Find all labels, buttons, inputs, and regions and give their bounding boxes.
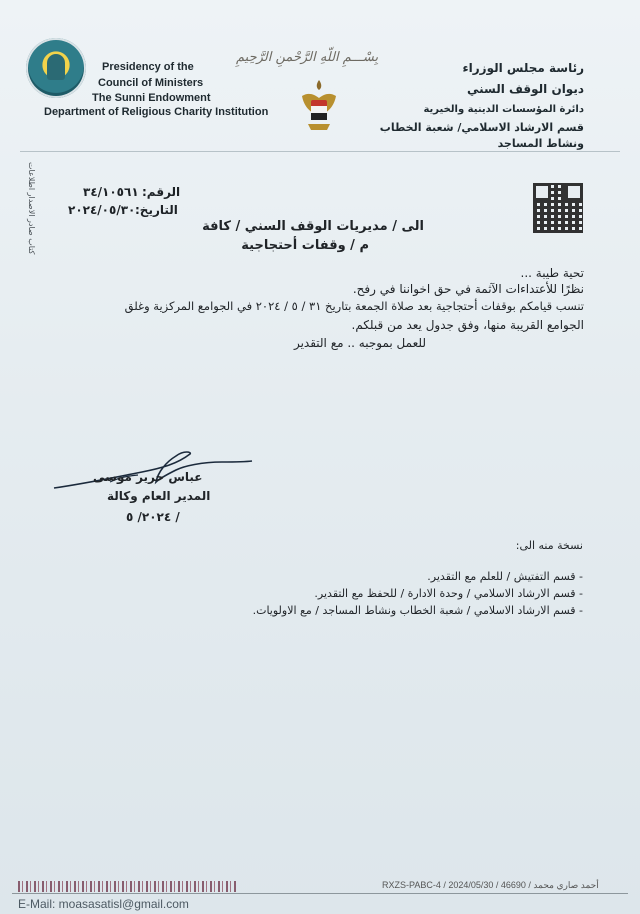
recipient-line: الى / مديريات الوقف السني / كافة <box>202 219 424 234</box>
basmala-text: بِسْـــمِ اللّهِ الرَّحْمنِ الرَّحِيمِ <box>236 50 379 65</box>
header-ar-line-2: ديوان الوقف السني <box>466 82 584 96</box>
endowment-logo-icon <box>26 38 86 98</box>
header-en-line-3: The Sunni Endowment <box>92 92 211 104</box>
body-line-3: الجوامع القريبة منها، وفق جدول يعد من قبلكم. <box>351 318 584 332</box>
header-en-line-2: Council of Ministers <box>98 77 204 89</box>
footer-divider <box>12 893 628 894</box>
greeting: تحية طيبة ... <box>520 266 584 280</box>
footer-email: E-Mail: moasasatisl@gmail.com <box>18 897 189 911</box>
header-ar-line-1: رئاسة مجلس الوزراء <box>462 61 584 75</box>
number-label: الرقم: <box>142 185 181 199</box>
header-ar-line-3: دائرة المؤسسات الدينية والخيرية <box>423 104 584 115</box>
header-ar-line-4: قسم الارشاد الاسلامي/ شعبة الخطاب <box>379 121 584 134</box>
qr-code-icon <box>533 183 583 233</box>
copy-item-3: - قسم الارشاد الاسلامي / شعبة الخطاب ونشاط المساجد / مع الاولويات. <box>252 604 583 617</box>
header-ar-line-5: ونشاط المساجد <box>497 137 584 150</box>
signatory-title: المدير العام وكالة <box>107 489 211 503</box>
body-line-2: تنسب قيامكم بوقفات أحتجاجية بعد صلاة الجمعة بتاريخ ٣١ / ٥ / ٢٠٢٤ في الجوامع المركزية وغلق <box>124 299 584 313</box>
header-divider <box>20 151 620 152</box>
footer-code: RXZS-PABC-4 / 2024/05/30 / أحمد صاري محمد / 46690 <box>382 880 599 890</box>
body-line-4: للعمل بموجبه .. مع التقدير <box>293 336 426 350</box>
date-label: التاريخ: <box>135 203 178 217</box>
iraq-eagle-emblem-icon <box>298 78 340 136</box>
subject-line: م / وقفات أحتجاجية <box>241 238 369 253</box>
copies-heading: نسخة منه الى: <box>515 539 583 552</box>
header-en-line-4: Department of Religious Charity Institution <box>44 106 269 118</box>
side-note: كتاب صادر الاصدار اطلاعات <box>27 162 36 255</box>
signature-date: ٢٠٢٤/ ٥ / <box>126 510 180 524</box>
barcode-strip <box>18 881 238 892</box>
date-value: ٢٠٢٤/٠٥/٣٠ <box>68 203 136 217</box>
signatory-name: عباس حرير موسى <box>93 470 203 484</box>
header-en-line-1: Presidency of the <box>102 61 194 73</box>
copy-item-2: - قسم الارشاد الاسلامي / وحدة الادارة / للحفظ مع التقدير. <box>314 587 583 600</box>
copy-item-1: - قسم التفتيش / للعلم مع التقدير. <box>427 570 583 583</box>
number-value: ٣٤/١٠٥٦١ <box>83 185 139 199</box>
body-line-1: نظرًا للأعتداءات الآثمة في حق اخواننا في رفح. <box>352 282 584 296</box>
